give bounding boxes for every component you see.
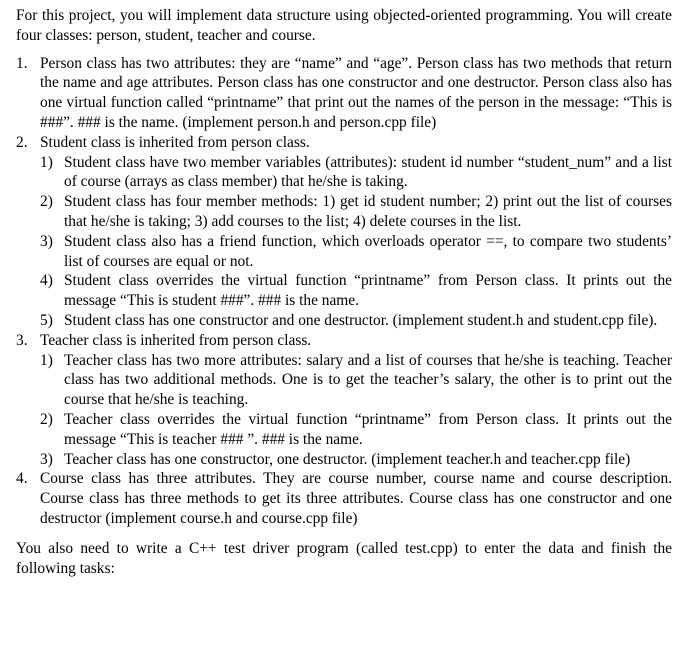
sublist-item <box>40 410 672 450</box>
subitem-text: Student class has one constructor and one destructor. (implement student.h and student.cpp file). <box>64 311 658 329</box>
student-sublist <box>40 153 672 331</box>
subitem-number: 2) <box>40 410 53 428</box>
item-text: Person class has two attributes: they are “name” and “age”. Person class has two methods that return the name and age attributes. Person class has one constructor and one destructor. Person class also has one virtual function called “printname” that print out the names of the person in the message: “This is ###”. ### is the name. (implement person.h and person.cpp file) <box>40 54 672 131</box>
subitem-text: Student class also has a friend function, which overloads operator ==, to compare two students’ list of courses are equal or not. <box>64 232 672 270</box>
subitem-number: 2) <box>40 193 53 211</box>
list-item-student <box>16 133 672 331</box>
sublist-item <box>40 232 672 272</box>
sublist-item <box>40 271 672 311</box>
item-number: 4. <box>16 470 28 488</box>
sublist-item <box>40 311 672 331</box>
requirements-list <box>16 54 672 529</box>
subitem-text: Teacher class has one constructor, one destructor. (implement teacher.h and teacher.cpp file) <box>64 450 631 468</box>
subitem-number: 5) <box>40 311 53 329</box>
list-item-person <box>16 54 672 133</box>
subitem-number: 1) <box>40 153 53 171</box>
list-item-teacher <box>16 331 672 470</box>
subitem-text: Student class overrides the virtual function “printname” from Person class. It prints out the message “This is student ###”. ### is the name. <box>64 272 672 310</box>
sublist-item <box>40 192 672 232</box>
item-number: 2. <box>16 133 28 151</box>
intro-paragraph: For this project, you will implement data structure using objected-oriented programming. You will create four classes: person, student, teacher and course. <box>16 7 672 44</box>
subitem-text: Teacher class overrides the virtual function “printname” from Person class. It prints out the message “This is teacher ### ”. ### is the name. <box>64 410 672 448</box>
sublist-item <box>40 351 672 410</box>
subitem-number: 1) <box>40 351 53 369</box>
item-text: Course class has three attributes. They are course number, course name and course description. Course class has three methods to get its three attributes. Course class has one constructor and one destructor (implement course.h and course.cpp file) <box>40 470 672 527</box>
list-item-course <box>16 469 672 528</box>
item-text: Teacher class is inherited from person class. <box>40 331 312 349</box>
item-number: 1. <box>16 54 28 72</box>
subitem-number: 4) <box>40 272 53 290</box>
closing-paragraph: You also need to write a C++ test driver program (called test.cpp) to enter the data and finish the following tasks: <box>16 539 672 577</box>
sublist-item <box>40 153 672 193</box>
subitem-text: Teacher class has two more attributes: salary and a list of courses that he/she is teaching. Teacher class has two additional methods. One is to get the teacher’s salary, the other is to print out the course that he/she is teaching. <box>64 351 672 409</box>
subitem-text: Student class have two member variables (attributes): student id number “student_num” and a list of course (arrays as class member) that he/she is taking. <box>64 153 672 191</box>
subitem-number: 3) <box>40 232 53 250</box>
subitem-text: Student class has four member methods: 1) get id student number; 2) print out the list of courses that he/she is taking; 3) add courses to the list; 4) delete courses in the list. <box>64 193 672 230</box>
subitem-number: 3) <box>40 450 53 468</box>
item-number: 3. <box>16 331 28 349</box>
item-text: Student class is inherited from person class. <box>40 133 310 151</box>
teacher-sublist <box>40 351 672 470</box>
sublist-item <box>40 450 672 470</box>
